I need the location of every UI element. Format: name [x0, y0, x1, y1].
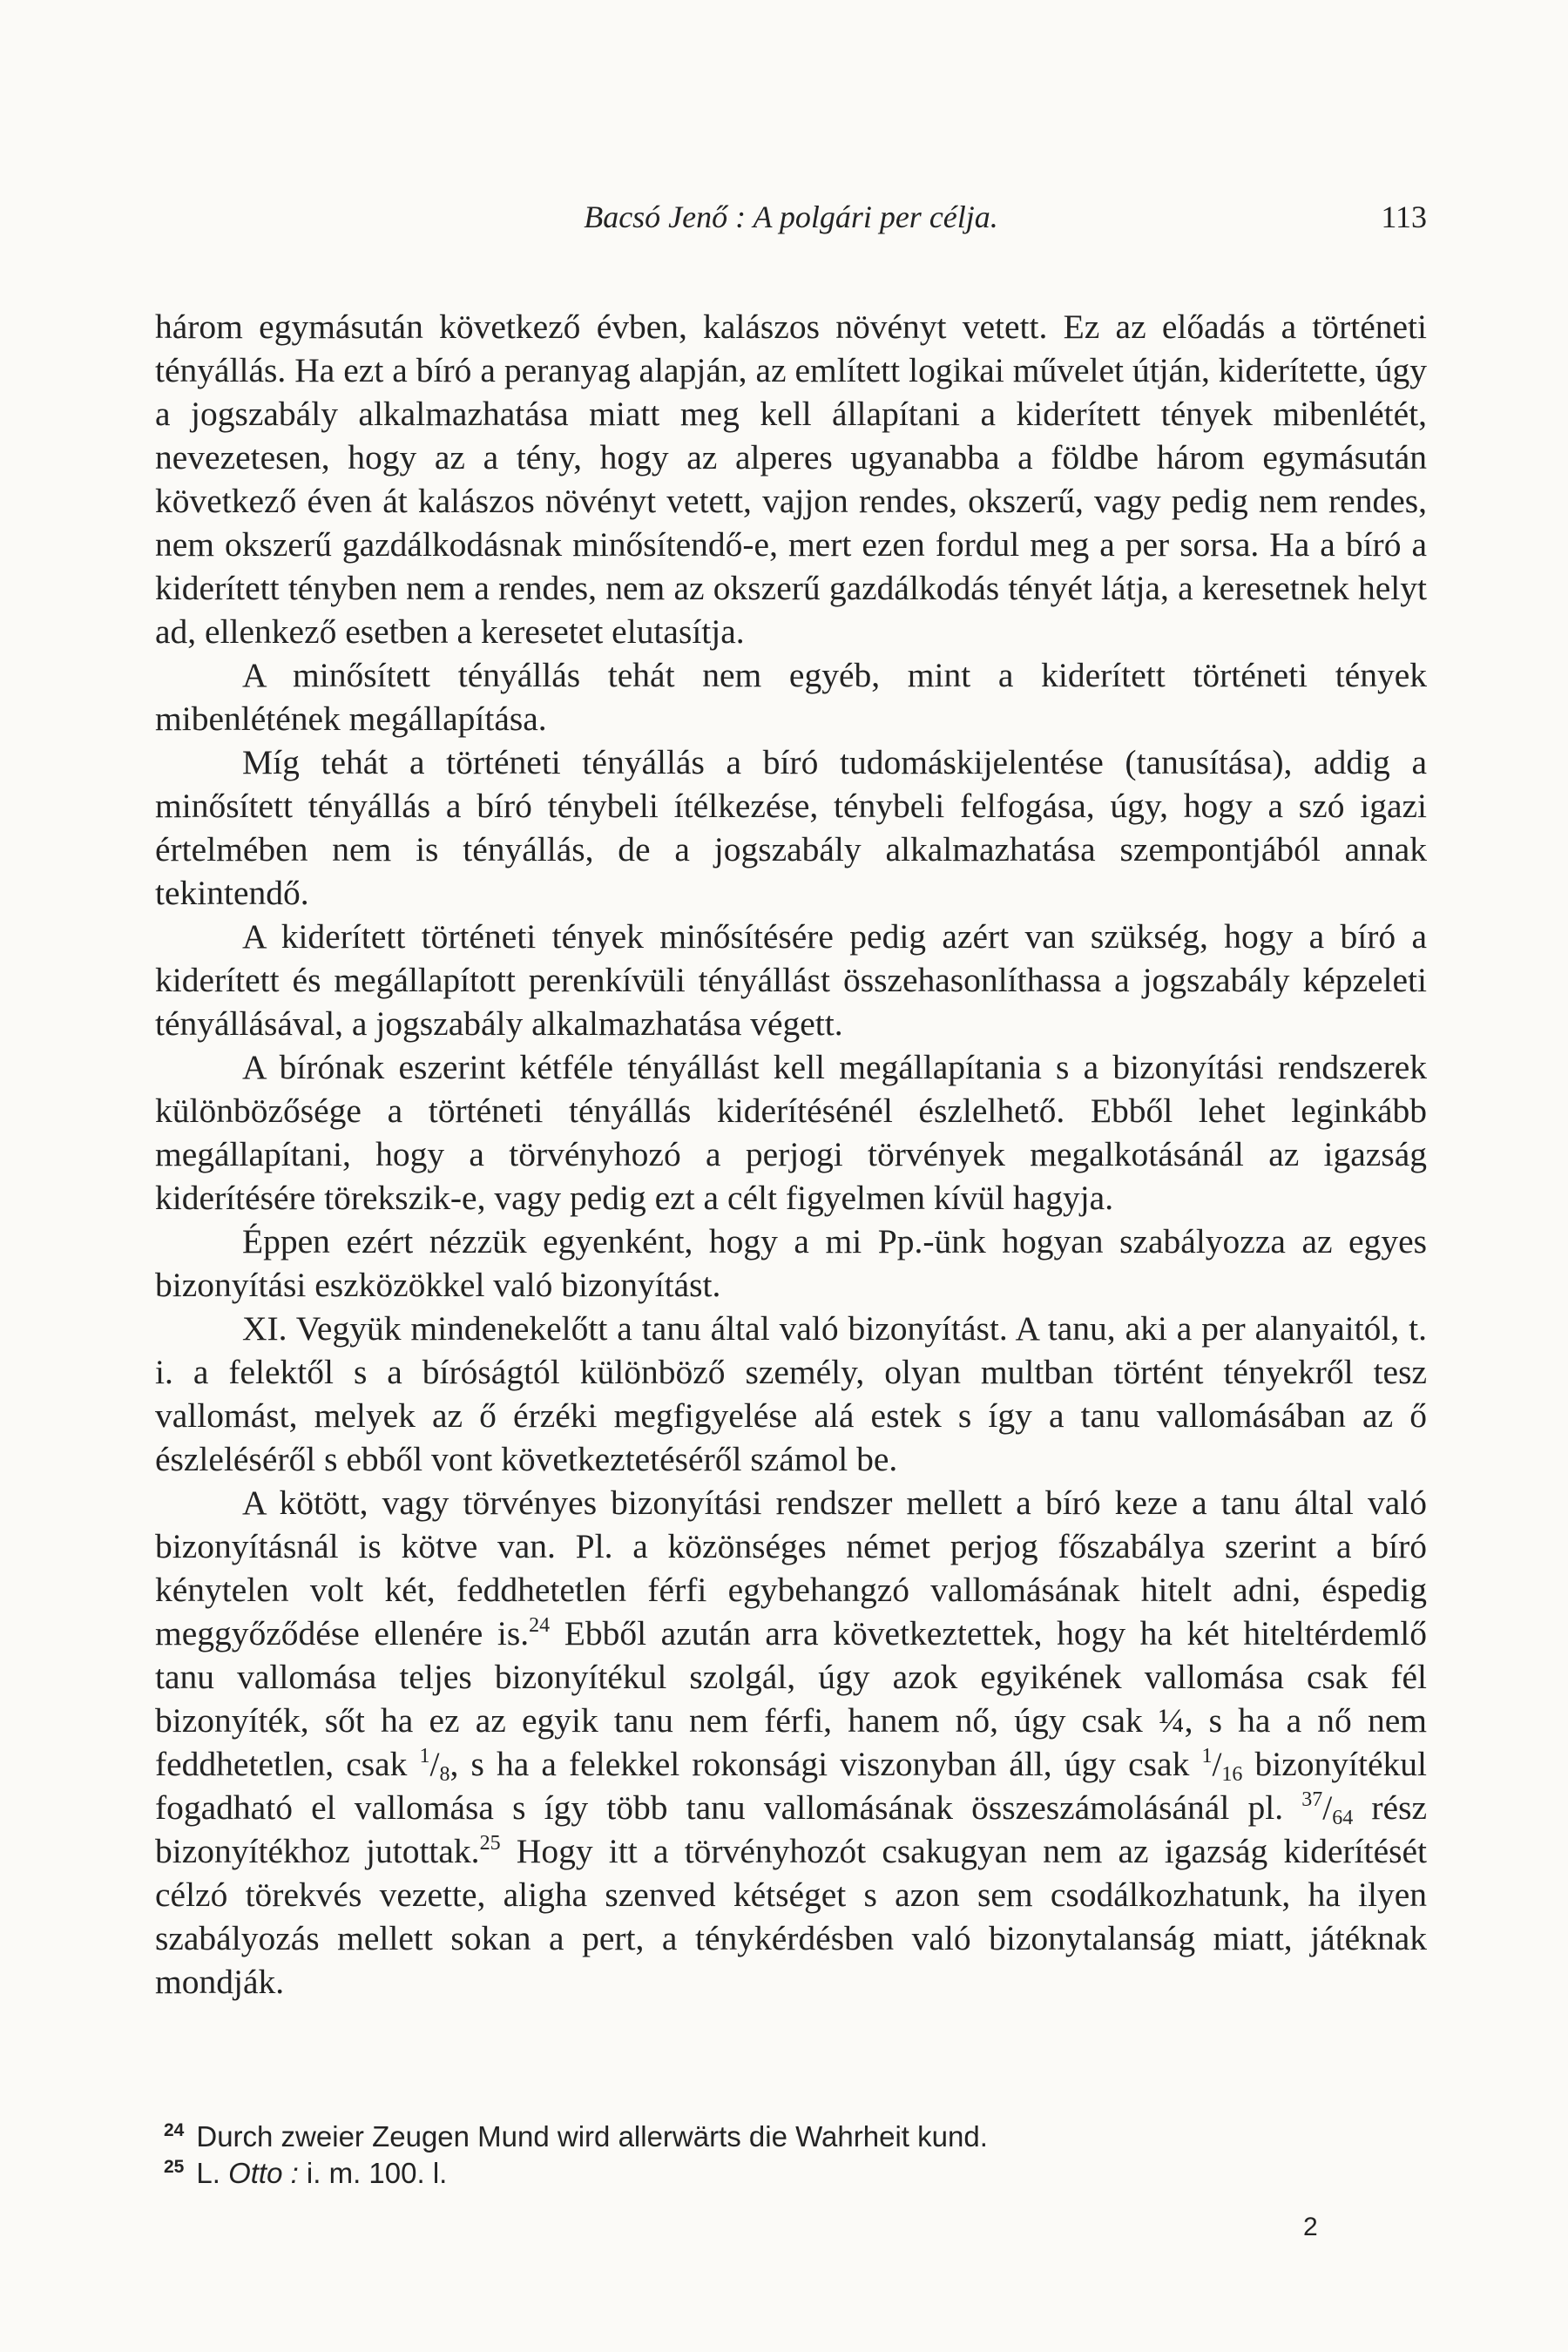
page-header — [155, 193, 1427, 246]
paragraph-5: A bírónak eszerint kétféle tényállást kell megállapítania s a bizonyítási rendszerek különbözősége a történeti tényállás kiderítésénél észlelhető. Ebből lehet leginkább megállapítani, hogy a törvényhozó a perjogi törvények megalkotásánál az igazság kiderítésére törekszik-e, vagy pedig ezt a célt figyelmen kívül hagyja. — [155, 1048, 1427, 1217]
footnote-mark: 24 — [164, 2120, 185, 2140]
paragraph-8-part-c: , s ha a nő nem feddhetetlen, csak — [155, 1701, 1427, 1783]
paragraph-8-part-e: bizonyítékul fogadható el vallomása s így több tanu vallomásának összeszámolásánál pl. — [155, 1745, 1428, 1827]
fraction-numerator: 37 — [1301, 1788, 1323, 1811]
paragraph-8-part-d: , s ha a felekkel rokonsági viszonyban áll, úgy csak — [449, 1745, 1202, 1783]
paragraph-3: Míg tehát a történeti tényállás a bíró tudomáskijelentése (tanusítása), addig a minősített tényállás a bíró ténybeli ítélkezése, ténybeli felfogása, úgy, hogy a szó igazi értelmében nem is tényállás, de a jogszabály alkalmazhatása szempontjából annak tekintendő. — [155, 743, 1427, 912]
running-head: Bacsó Jenő : A polgári per célja. — [584, 199, 998, 234]
paragraph-1: három egymásután következő évben, kalászos növényt vetett. Ez az előadás a történeti tényállás. Ha ezt a bíró a peranyag alapján, az említett logikai művelet útján, kiderítette, úgy a jogszabály alkalmazhatása miatt meg kell állapítani a kiderített tények mibenlétét, nevezetesen, hogy az a tény, hogy az alperes ugyanabba a földbe három egymásután következő éven át kalászos növényt vetett, vajjon rendes, okszerű, vagy pedig nem rendes, nem okszerű gazdálkodásnak minősítendő-e, mert ezen fordul meg a per sorsa. Ha a bíró a kiderített tényben nem a rendes, nem az okszerű gazdálkodás tényét látja, a keresetnek helyt ad, ellenkező esetben a keresetet elutasítja. — [155, 308, 1427, 651]
footnote-mark: 25 — [164, 2157, 185, 2177]
paragraph-7: XI. Vegyük mindenekelőtt a tanu által való bizonyítást. A tanu, aki a per alanyaitól, t. i. a felektől s a bíróságtól különböző személy, olyan multban történt tényekről tesz vallomást, melyek az ő érzéki megfigyelése alá estek s így a tanu vallomásában az ő észleléséről s ebből vont következtetéséről számol be. — [155, 1309, 1427, 1478]
paragraph-6: Éppen ezért nézzük egyenként, hogy a mi Pp.-ünk hogyan szabályozza az egyes bizonyítási eszközökkel való bizonyítást. — [155, 1222, 1427, 1304]
signature-mark: 2 — [1303, 2213, 1318, 2241]
footnote-author: Otto : — [228, 2157, 299, 2189]
fraction-numerator: 1 — [1201, 1745, 1213, 1767]
fraction-denominator: 64 — [1332, 1807, 1354, 1829]
paragraph-8-part-g: Hogy itt a törvényhozót csakugyan nem az igazság kiderítését célzó törekvés vezette, aligha szenved kétséget s azon sem csodálkozhatunk, ha ilyen szabályozás mellett sokan a pert, a ténykérdésben való bizonytalanság miatt, játéknak mondják. — [155, 1832, 1427, 2001]
footnote-text-a: L. — [196, 2157, 229, 2189]
fraction-37-64: $^{37}$/64 — [1301, 1788, 1354, 1829]
fraction-numerator: 1 — [419, 1745, 430, 1767]
paragraph-4: A kiderített történeti tények minősítésére pedig azért van szükség, hogy a bíró a kiderített és megállapított perenkívüli tényállást összehasonlíthassa a jogszabály képzeleti tényállásával, a jogszabály alkalmazhatása végett. — [155, 917, 1427, 1043]
paragraph-8 — [155, 1481, 1427, 2004]
footnote-text-b: i. m. 100. l. — [298, 2157, 448, 2189]
paragraph-8-part-b: Ebből azután arra következtettek, hogy ha két hiteltérdemlő tanu vallomása teljes bizonyítékul szolgál, úgy azok egyikének vallomása csak fél bizonyíték, sőt ha ez az egyik tanu nem férfi, hanem nő, úgy csak — [155, 1614, 1427, 1740]
footnote-ref-25: 25 — [479, 1832, 501, 1855]
paragraph-8-part-f: rész bizonyítékhoz jutottak. — [155, 1788, 1427, 1870]
fraction-quarter: ¼ — [1158, 1701, 1185, 1740]
paragraph-2: A minősített tényállás tehát nem egyéb, mint a kiderített történeti tények mibenlétének megállapítása. — [155, 656, 1427, 738]
page-number: 113 — [1381, 199, 1427, 234]
paragraph-8-part-a: A kötött, vagy törvényes bizonyítási rendszer mellett a bíró keze a tanu által való bizonyításnál is kötve van. Pl. a közönséges német perjog főszabálya szerint a bíró kénytelen volt két, feddhetetlen férfi egybehangzó vallomásának hitelt adni, éspedig meggyőződése ellenére is. — [155, 1484, 1427, 1652]
fraction-one-eighth: $^1$/8 — [419, 1745, 450, 1786]
footnote-24 — [164, 2119, 1436, 2155]
footnotes — [164, 2119, 1436, 2192]
footnote-25 — [164, 2155, 1436, 2192]
footnote-ref-24: 24 — [529, 1614, 551, 1637]
fraction-one-sixteenth: $^1$/16 — [1201, 1745, 1243, 1786]
footnote-text: Durch zweier Zeugen Mund wird allerwärts die Wahrheit kund. — [196, 2120, 988, 2153]
main-text — [155, 305, 1427, 2004]
fraction-denominator: 16 — [1221, 1763, 1243, 1786]
fraction-denominator: 8 — [439, 1763, 450, 1786]
